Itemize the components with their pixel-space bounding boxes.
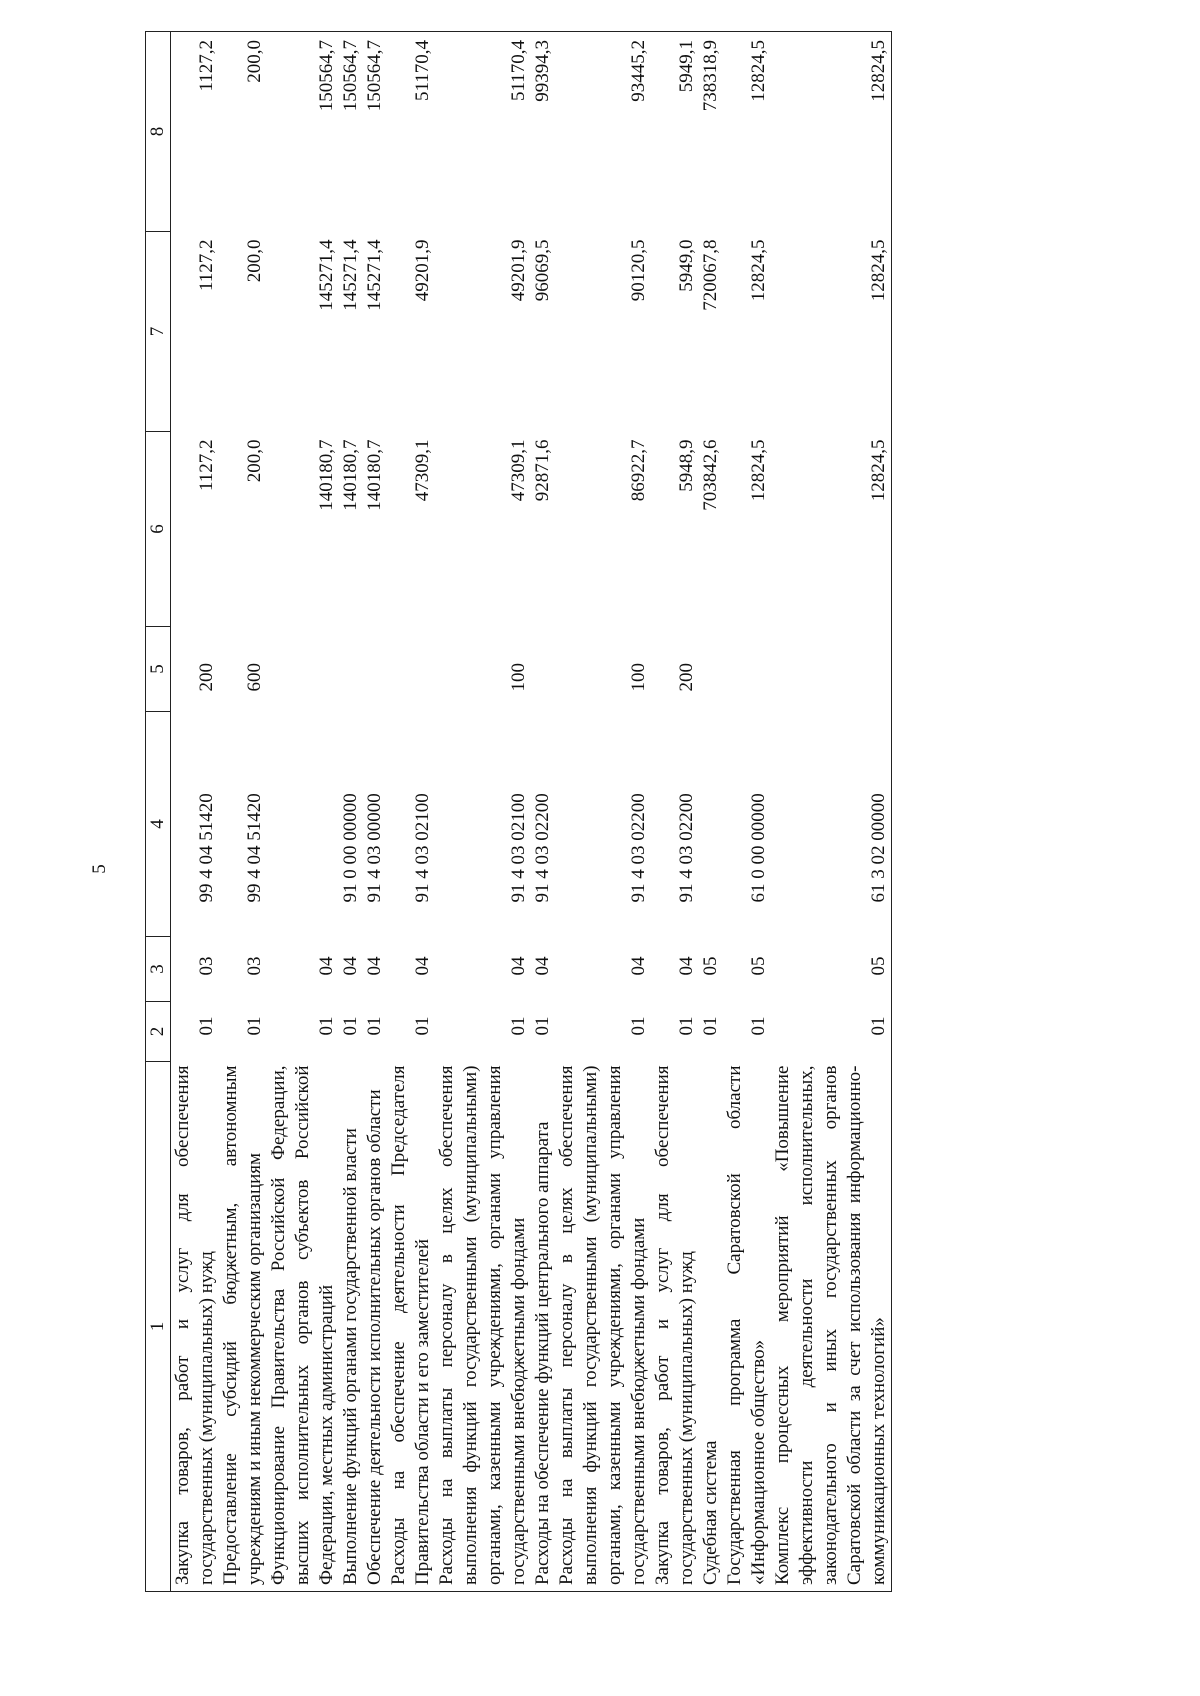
page-number: 5	[89, 864, 110, 874]
section-code: 01	[196, 1016, 217, 1036]
table-row	[435, 32, 531, 1592]
expense-type-code	[387, 627, 435, 712]
subsection-code: 03	[196, 956, 217, 976]
subsection-code: 04	[532, 956, 553, 976]
subsection-code: 04	[412, 956, 433, 976]
section-code: 01	[340, 1016, 361, 1036]
amount-col-7: 12824,5	[748, 239, 769, 302]
amount-col-7: 96069,5	[532, 239, 553, 302]
subsection-code: 05	[748, 956, 769, 976]
amount-col-8: 12824,5	[723, 32, 771, 232]
table-row	[267, 32, 339, 1592]
section-code: 01	[628, 1016, 649, 1036]
expense-type-code: 600	[244, 663, 265, 692]
amount-col-7: 145271,4	[364, 239, 385, 311]
subsection-code: 04	[628, 956, 649, 976]
amount-col-7: 200,0	[244, 239, 265, 283]
section-code: 01	[676, 1016, 697, 1036]
table-row	[339, 32, 363, 1592]
amount-col-6: 92871,6	[532, 439, 553, 502]
amount-col-7: 49201,9	[412, 239, 433, 302]
amount-col-6: 47309,1	[508, 439, 529, 502]
amount-col-8: 51170,4	[435, 32, 531, 232]
amount-col-7: 5949,0	[676, 239, 697, 292]
section-code: 01	[364, 1016, 385, 1036]
expense-type-code	[267, 627, 339, 712]
amount-col-6: 47309,1	[412, 439, 433, 502]
subsection-code: 04	[340, 956, 361, 976]
row-name: Расходы на обеспечение деятельности Председателя Правительства области и его заместителей	[387, 1062, 435, 1592]
amount-col-6: 703842,6	[700, 439, 721, 511]
header-row	[146, 32, 171, 1592]
expense-type-code	[531, 627, 555, 712]
subsection-code: 03	[244, 956, 265, 976]
subsection-code: 04	[364, 956, 385, 976]
amount-col-6: 1127,2	[196, 439, 217, 492]
row-name: Комплекс процессных мероприятий «Повышение эффективности деятельности исполнительных, законодательного и иных государственных органов Саратовской области за счет использования информационно-коммуникационных технологий»	[771, 1062, 892, 1592]
expense-type-code	[339, 627, 363, 712]
section-code: 01	[532, 1016, 553, 1036]
subsection-code: 04	[316, 956, 337, 976]
amount-col-8: 99394,3	[531, 32, 555, 232]
amount-col-7: 145271,4	[340, 239, 361, 311]
amount-col-8: 1127,2	[171, 32, 220, 232]
table-row	[699, 32, 723, 1592]
table-body	[171, 32, 892, 1592]
amount-col-6: 12824,5	[748, 439, 769, 502]
header-col-6: 6	[146, 432, 171, 627]
amount-col-8: 5949,1	[651, 32, 699, 232]
subsection-code: 04	[676, 956, 697, 976]
amount-col-7: 1127,2	[196, 239, 217, 292]
header-col-3: 3	[146, 937, 171, 1002]
header-col-8: 8	[146, 32, 171, 232]
header-col-4: 4	[146, 712, 171, 937]
expense-type-code: 100	[508, 663, 529, 692]
header-col-7: 7	[146, 232, 171, 432]
table-row	[531, 32, 555, 1592]
target-article-code: 91 4 03 02100	[412, 793, 433, 903]
subsection-code: 05	[771, 937, 892, 1002]
expense-type-code	[699, 627, 723, 712]
section-code: 01	[771, 1002, 892, 1062]
table-header	[146, 32, 171, 1592]
section-code: 01	[244, 1016, 265, 1036]
amount-col-8: 12824,5	[771, 32, 892, 232]
amount-col-8: 51170,4	[387, 32, 435, 232]
amount-col-8: 200,0	[219, 32, 267, 232]
expense-type-code: 200	[676, 663, 697, 692]
table-row	[651, 32, 699, 1592]
subsection-code: 04	[508, 956, 529, 976]
target-article-code	[267, 712, 339, 937]
target-article-code: 99 4 04 51420	[244, 793, 265, 903]
amount-col-6: 140180,7	[340, 439, 361, 511]
amount-col-6: 5948,9	[676, 439, 697, 492]
amount-col-8: 93445,2	[555, 32, 651, 232]
row-name: Государственная программа Саратовской области «Информационное общество»	[723, 1062, 771, 1592]
amount-col-6: 200,0	[244, 439, 265, 483]
row-name: Функционирование Правительства Российской Федерации, высших исполнительных органов субъектов Российской Федерации, местных администраций	[267, 1062, 339, 1592]
row-name: Обеспечение деятельности исполнительных органов области	[363, 1062, 387, 1592]
header-col-2: 2	[146, 1002, 171, 1062]
amount-col-7: 145271,4	[316, 239, 337, 311]
amount-col-8: 150564,7	[363, 32, 387, 232]
row-name: Судебная система	[699, 1062, 723, 1592]
target-article-code: 91 4 03 02200	[676, 793, 697, 903]
section-code: 01	[412, 1016, 433, 1036]
target-article-code: 91 4 03 02200	[628, 793, 649, 903]
section-code: 01	[700, 1016, 721, 1036]
target-article-code: 91 4 03 00000	[364, 793, 385, 903]
table-row	[219, 32, 267, 1592]
target-article-code: 99 4 04 51420	[196, 793, 217, 903]
table-row	[171, 32, 220, 1592]
row-name: Предоставление субсидий бюджетным, автономным учреждениям и иным некоммерческим организациям	[219, 1062, 267, 1592]
subsection-code: 05	[700, 956, 721, 976]
amount-col-7: 12824,5	[771, 232, 892, 432]
target-article-code	[699, 712, 723, 937]
row-name: Расходы на обеспечение функций центрального аппарата	[531, 1062, 555, 1592]
amount-col-7: 90120,5	[628, 239, 649, 302]
row-name: Расходы на выплаты персоналу в целях обеспечения выполнения функций государственными (муниципальными) органами, казенными учреждениями, органами управления государственными внебюджетными фондами	[555, 1062, 651, 1592]
table-row	[363, 32, 387, 1592]
expense-type-code: 200	[196, 663, 217, 692]
amount-col-7: 720067,8	[700, 239, 721, 311]
expense-type-code	[363, 627, 387, 712]
section-code: 01	[508, 1016, 529, 1036]
amount-col-6: 140180,7	[364, 439, 385, 511]
section-code: 01	[316, 1016, 337, 1036]
amount-col-6: 86922,7	[628, 439, 649, 502]
table-row	[771, 32, 892, 1592]
table-row	[723, 32, 771, 1592]
target-article-code: 91 4 03 02200	[532, 793, 553, 903]
amount-col-6: 140180,7	[316, 439, 337, 511]
target-article-code: 91 4 03 02100	[508, 793, 529, 903]
row-name: Закупка товаров, работ и услуг для обеспечения государственных (муниципальных) нужд	[171, 1062, 220, 1592]
expense-type-code	[771, 627, 892, 712]
target-article-code: 91 0 00 00000	[340, 793, 361, 903]
expense-type-code: 100	[628, 663, 649, 692]
amount-col-8: 150564,7	[339, 32, 363, 232]
amount-col-6: 12824,5	[771, 432, 892, 627]
row-name: Выполнение функций органами государственной власти	[339, 1062, 363, 1592]
target-article-code: 61 3 02 00000	[771, 712, 892, 937]
header-col-5: 5	[146, 627, 171, 712]
budget-table	[145, 31, 892, 1592]
amount-col-8: 150564,7	[267, 32, 339, 232]
row-name: Закупка товаров, работ и услуг для обеспечения государственных (муниципальных) нужд	[651, 1062, 699, 1592]
table-row	[555, 32, 651, 1592]
target-article-code: 61 0 00 00000	[748, 793, 769, 903]
table-row	[387, 32, 435, 1592]
row-name: Расходы на выплаты персоналу в целях обеспечения выполнения функций государственными (муниципальными) органами, казенными учреждениями, органами управления государственными внебюджетными фондами	[435, 1062, 531, 1592]
amount-col-7: 49201,9	[508, 239, 529, 302]
expense-type-code	[723, 627, 771, 712]
rotated-page	[145, 12, 1145, 1612]
header-col-1: 1	[146, 1062, 171, 1592]
section-code: 01	[748, 1016, 769, 1036]
amount-col-8: 738318,9	[699, 32, 723, 232]
